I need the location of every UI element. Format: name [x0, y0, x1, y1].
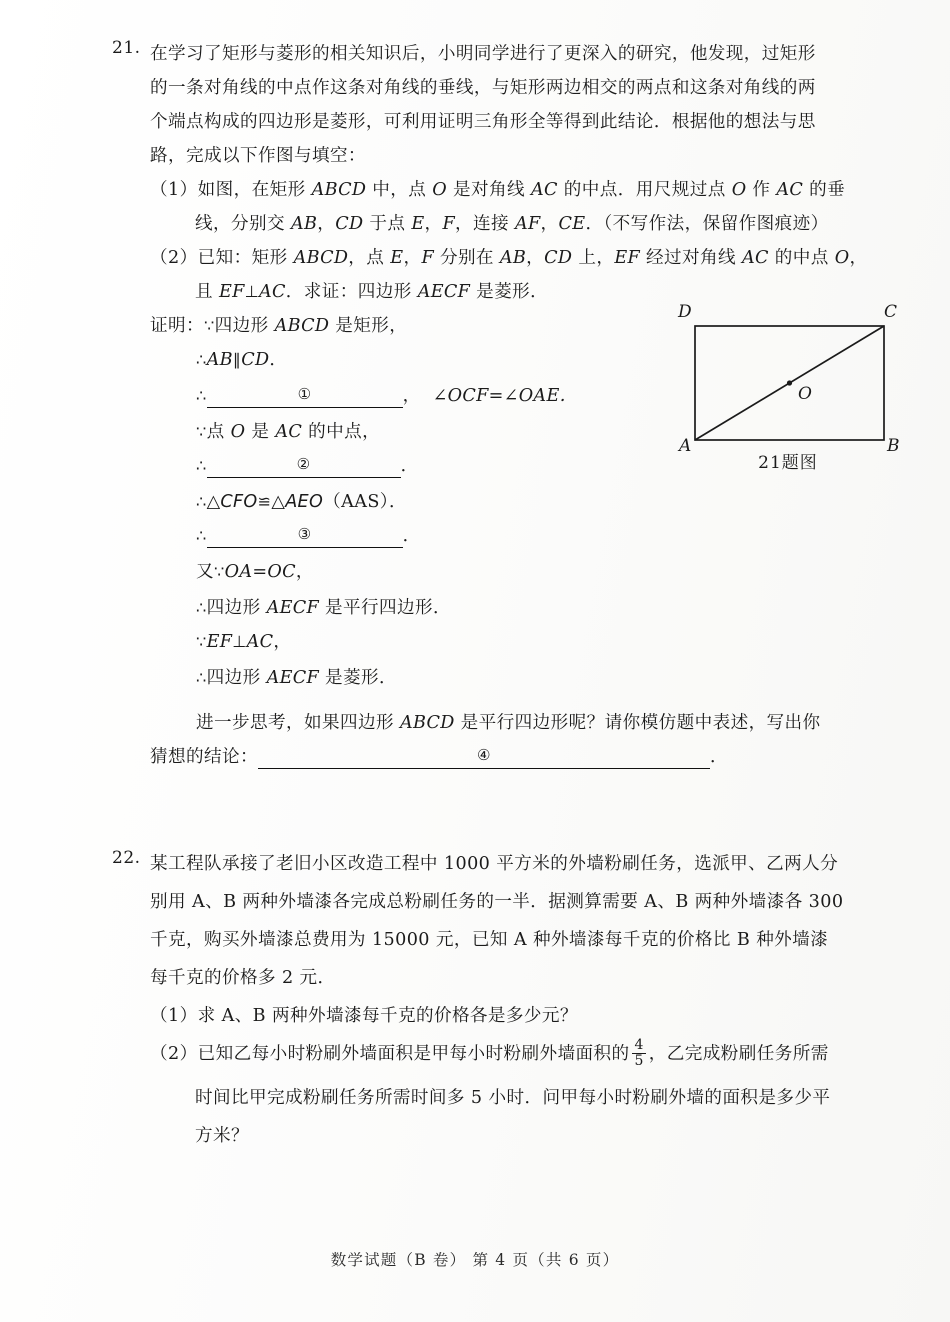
question-21-part1-line-1	[150, 172, 845, 208]
question-22-part2-line-3: 方米？	[195, 1126, 249, 1146]
label-abcd-3: ABCD	[274, 316, 330, 336]
parallel-icon: ∥	[232, 350, 242, 369]
part2-a: 已知：矩形	[197, 248, 294, 268]
because-icon-4: ∵	[196, 632, 207, 651]
part1-text-a: 如图，在矩形	[197, 180, 312, 200]
label-abcd-2: ABCD	[293, 248, 349, 268]
part2-b: ，点	[348, 248, 391, 268]
label-aecf-3: AECF	[266, 668, 319, 688]
q22-part2-b: ，乙完成粉刷任务所需	[648, 1044, 829, 1064]
proof-l11-b: 是菱形．	[319, 668, 397, 688]
answer-blank-3[interactable]	[207, 525, 403, 548]
label-e: E	[411, 214, 425, 234]
label-abcd: ABCD	[311, 180, 367, 200]
part2-d: 分别在	[433, 248, 500, 268]
label-ac-5: AC	[275, 422, 303, 442]
page-footer: 数学试题（B 卷） 第 4 页（共 6 页）	[330, 1251, 620, 1269]
blank-1-number: ①	[297, 385, 312, 403]
answer-blank-4[interactable]	[258, 746, 710, 769]
part2-marker: （2）	[150, 248, 198, 268]
therefore-icon-4: ∴	[196, 492, 207, 511]
part1-l2-e: ，连接	[455, 214, 516, 234]
proof-label: 证明：	[150, 316, 204, 336]
label-af: AF	[515, 214, 541, 234]
label-aecf: AECF	[417, 282, 471, 302]
perpendicular-icon-2: ⊥	[232, 632, 247, 651]
figure-label-c: C	[884, 302, 898, 322]
question-21-figure	[668, 300, 908, 485]
therefore-icon: ∴	[196, 350, 207, 369]
further-l2-dot: ．	[709, 747, 728, 767]
proof-l3-comma: ，	[402, 386, 421, 406]
proof-l10-comma: ，	[273, 632, 292, 652]
further-thinking-line-2	[150, 739, 728, 775]
blank-4-number: ④	[477, 746, 491, 764]
question-22-stem-line-2: 别用 A、B 两种外墙漆各完成总粉刷任务的一半．据测算需要 A、B 两种外墙漆各 300	[150, 892, 844, 912]
label-ce: CE	[558, 214, 586, 234]
question-21-part2-line-1	[150, 240, 867, 276]
answer-blank-2[interactable]	[207, 455, 401, 478]
label-f: F	[442, 214, 456, 234]
label-e-2: E	[390, 248, 404, 268]
proof-l9-b: 是平行四边形．	[319, 598, 451, 618]
therefore-icon-6: ∴	[196, 598, 207, 617]
label-o: O	[432, 180, 447, 200]
question-22-number: 22.	[112, 848, 141, 868]
label-ac-3: AC	[741, 248, 769, 268]
question-21-stem-line-2: 的一条对角线的中点作这条对角线的垂线，与矩形两边相交的两点和这条对角线的两	[150, 78, 816, 98]
further-b: 是平行四边形呢？请你模仿题中表述，写出你	[454, 713, 821, 733]
proof-line-2	[196, 342, 287, 378]
part1-text-e: 作	[746, 180, 777, 200]
label-ac-2: AC	[776, 180, 804, 200]
proof-l4-a: 点	[206, 422, 231, 442]
therefore-icon-3: ∴	[196, 456, 207, 475]
part2-f: 上，	[572, 248, 615, 268]
q22-part2-marker: （2）	[150, 1044, 198, 1064]
equality-oa-oc: OA=OC	[224, 562, 296, 582]
proof-line-8	[196, 554, 314, 590]
further-thinking-line-1	[196, 705, 821, 741]
figure-label-b: B	[887, 436, 900, 456]
further-l2-a: 猜想的结论：	[150, 747, 258, 767]
proof-line-7	[196, 518, 421, 554]
question-21-part2-line-2	[195, 274, 548, 310]
part2-i: ，	[849, 248, 868, 268]
label-f-2: F	[421, 248, 434, 268]
figure-caption: 21题图	[758, 453, 818, 473]
because-icon: ∵	[203, 316, 215, 335]
question-22-part2-line-2: 时间比甲完成粉刷任务所需时间多 5 小时．问甲每小时粉刷外墙的面积是多少平	[195, 1088, 831, 1108]
proof-l8-again: 又	[196, 562, 214, 582]
proof-line-5	[196, 448, 419, 484]
proof-line-11	[196, 660, 397, 696]
figure-label-d: D	[678, 302, 692, 322]
label-aecf-2: AECF	[266, 598, 319, 618]
part2-g: 经过对角线	[639, 248, 742, 268]
triangle-cfo: △CFO	[206, 492, 258, 512]
part2-e: ，	[526, 248, 545, 268]
answer-blank-1[interactable]	[207, 385, 403, 408]
part1-l2-a: 线，分别交	[195, 214, 291, 234]
question-22-part2-line-1	[150, 1036, 829, 1072]
proof-line-10	[196, 624, 291, 660]
part2-h: 的中点	[768, 248, 835, 268]
proof-line-9	[196, 590, 451, 626]
label-o-3: O	[834, 248, 850, 268]
figure-label-a: A	[679, 436, 692, 456]
rectangle-abcd-diagram	[668, 300, 908, 450]
question-22-stem-line-1: 某工程队承接了老旧小区改造工程中 1000 平方米的外墙粉刷任务，选派甲、乙两人分	[150, 854, 839, 874]
q22-part2-a: 已知乙每小时粉刷外墙面积是甲每小时粉刷外墙面积的	[197, 1044, 630, 1064]
question-22-stem-line-3: 千克，购买外墙漆总费用为 15000 元，已知 A 种外墙漆每千克的价格比 B 种外墙漆	[150, 930, 829, 950]
label-o-4: O	[230, 422, 246, 442]
proof-l1-a: 四边形	[214, 316, 275, 336]
perpendicular-icon: ⊥	[244, 282, 259, 301]
part1-text-f: 的垂	[803, 180, 846, 200]
label-abcd-4: ABCD	[399, 713, 455, 733]
part2-c: ，	[403, 248, 422, 268]
part2-l2-b: ．求证：四边形	[285, 282, 418, 302]
proof-l1-b: 是矩形，	[329, 316, 408, 336]
question-21-number: 21.	[112, 38, 141, 58]
label-ab-2: AB	[499, 248, 527, 268]
proof-l5-dot: ．	[400, 456, 419, 476]
proof-l8-comma: ，	[295, 562, 314, 582]
therefore-icon-7: ∴	[196, 668, 207, 687]
label-ef-2: EF	[219, 282, 245, 302]
figure-label-o: O	[798, 384, 812, 404]
part1-l2-g: ．（不写作法，保留作图痕迹）	[585, 214, 829, 234]
question-22-stem-line-4: 每千克的价格多 2 元．	[150, 968, 336, 988]
proof-line-1	[150, 308, 407, 344]
part1-l2-b: ，	[317, 214, 336, 234]
because-icon-3: ∵	[214, 562, 225, 581]
fraction-numerator: 4	[634, 1037, 644, 1054]
label-ac: AC	[530, 180, 558, 200]
part1-marker: （1）	[150, 180, 198, 200]
label-o-2: O	[731, 180, 747, 200]
proof-l2-dot: ．	[269, 350, 288, 370]
question-21-stem-line-4: 路，完成以下作图与填空：	[150, 146, 366, 166]
because-icon-2: ∵	[196, 422, 207, 441]
label-ef: EF	[614, 248, 640, 268]
question-22-part1	[150, 998, 578, 1034]
congruent-icon: ≌	[257, 492, 272, 511]
proof-l11-a: 四边形	[206, 668, 267, 688]
q22-part1-marker: （1）	[150, 1006, 198, 1026]
q22-part1-text: 求 A、B 两种外墙漆每千克的价格各是多少元？	[197, 1006, 578, 1026]
fraction-denominator: 5	[634, 1052, 644, 1069]
blank-3-number: ③	[297, 525, 312, 543]
label-cd: CD	[335, 214, 364, 234]
triangle-aeo: △AEO	[271, 492, 324, 512]
label-ab-3: AB	[206, 350, 233, 370]
further-a: 进一步思考，如果四边形	[196, 713, 400, 733]
part1-l2-d: ，	[424, 214, 443, 234]
proof-l9-a: 四边形	[206, 598, 267, 618]
part1-l2-f: ，	[540, 214, 559, 234]
part1-l2-c: 于点	[363, 214, 412, 234]
part2-l2-a: 且	[195, 282, 219, 302]
label-cd-3: CD	[241, 350, 270, 370]
therefore-icon-5: ∴	[196, 526, 207, 545]
proof-line-3	[196, 378, 577, 414]
proof-l4-b: 是	[245, 422, 276, 442]
proof-line-6	[196, 484, 407, 520]
proof-l6-aas: （AAS）．	[323, 492, 407, 512]
fraction-four-fifths	[632, 1038, 645, 1068]
therefore-icon-2: ∴	[196, 386, 207, 405]
question-21-part1-line-2	[195, 206, 829, 242]
part1-text-c: 是对角线	[447, 180, 531, 200]
label-ab: AB	[290, 214, 318, 234]
question-21-stem-line-1: 在学习了矩形与菱形的相关知识后，小明同学进行了更深入的研究，他发现，过矩形	[150, 44, 816, 64]
label-ac-4: AC	[259, 282, 286, 302]
part1-text-d: 的中点．用尺规过点	[557, 180, 732, 200]
part2-l2-c: 是菱形．	[470, 282, 549, 302]
angle-equality-ocf-oae: ∠OCF=∠OAE．	[432, 386, 578, 406]
proof-l4-c: 的中点，	[302, 422, 381, 442]
proof-line-4	[196, 414, 380, 450]
question-21-stem-line-3: 个端点构成的四边形是菱形，可利用证明三角形全等得到此结论．根据他的想法与思	[150, 112, 816, 132]
part1-text-b: 中，点	[366, 180, 433, 200]
label-ac-6: AC	[246, 632, 274, 652]
label-cd-2: CD	[544, 248, 573, 268]
blank-2-number: ②	[296, 455, 311, 473]
proof-l7-dot: ．	[402, 526, 421, 546]
label-ef-3: EF	[206, 632, 233, 652]
